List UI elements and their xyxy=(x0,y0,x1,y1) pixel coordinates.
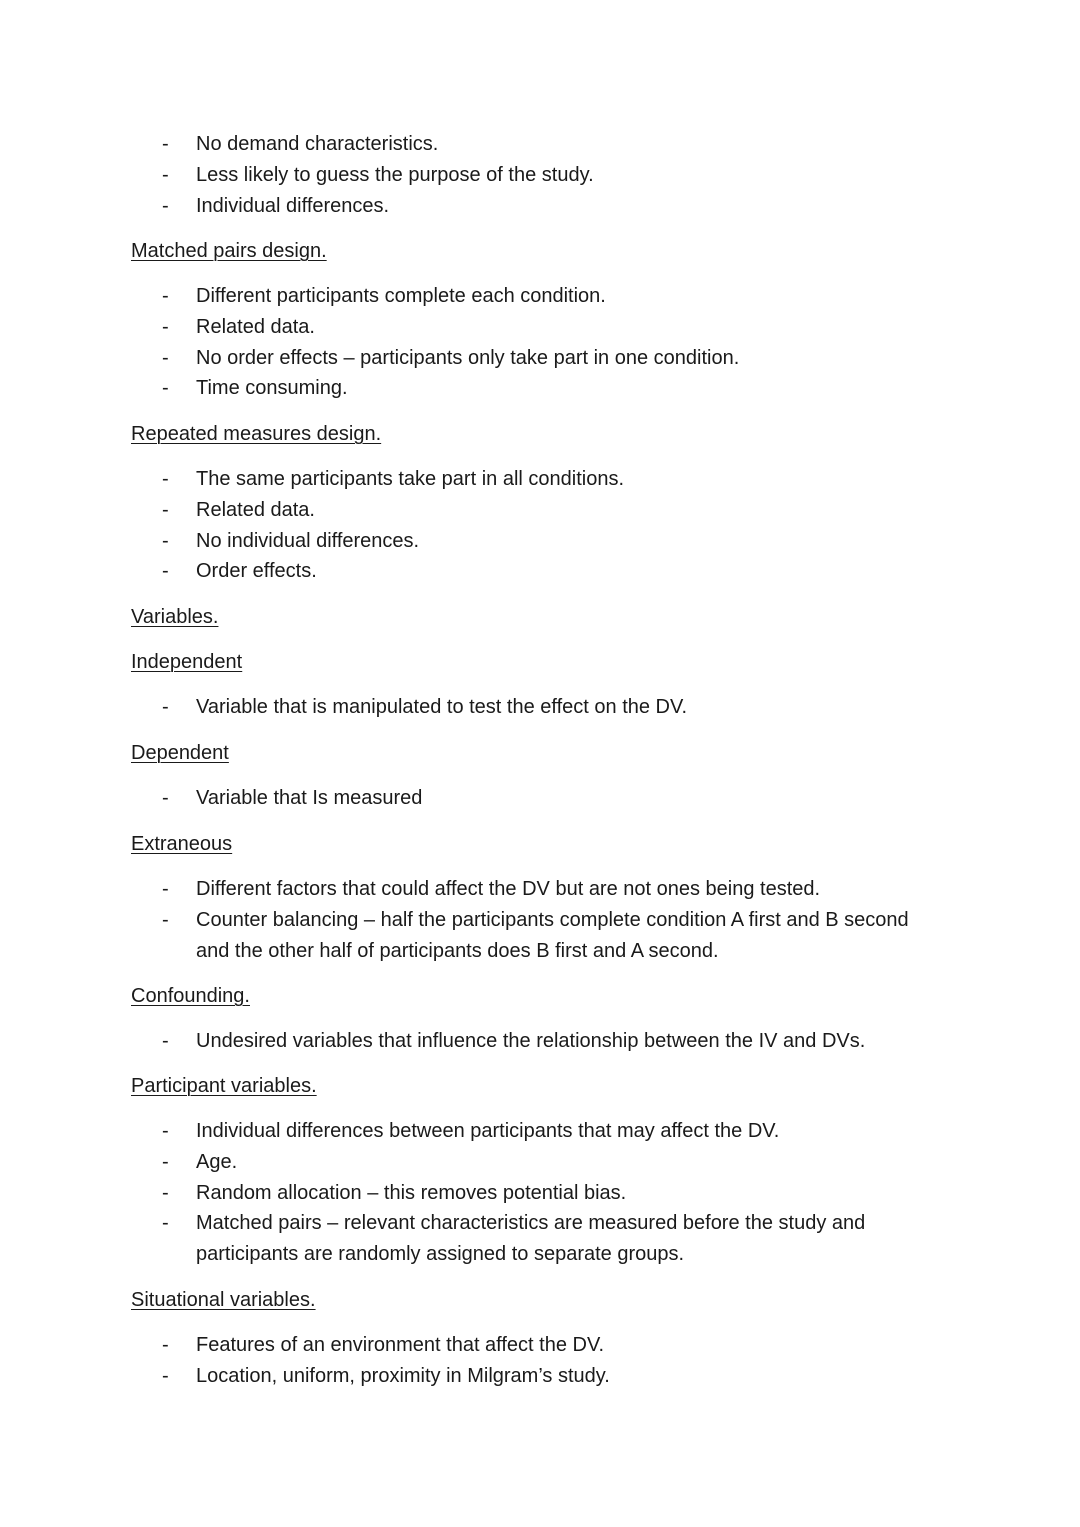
bullet-dash: - xyxy=(162,194,169,217)
list-item-text: Individual differences. xyxy=(196,194,390,217)
list-item xyxy=(0,1026,916,1057)
bullet-dash: - xyxy=(162,1212,169,1235)
list-item xyxy=(0,343,916,374)
bullet-dash: - xyxy=(162,696,169,718)
repeated-measures-heading: Repeated measures design. xyxy=(131,423,382,445)
list-item xyxy=(0,1116,916,1147)
bullet-dash: - xyxy=(162,1030,169,1052)
list-item-text: Less likely to guess the purpose of the study. xyxy=(196,163,594,186)
list-item-text: Time consuming. xyxy=(196,377,348,400)
list-item xyxy=(0,556,916,587)
confounding-heading: Confounding. xyxy=(131,985,250,1007)
list-item-text: Age. xyxy=(196,1150,238,1173)
list-item-text: Variable that Is measured xyxy=(196,787,423,809)
list-item-text: No individual differences. xyxy=(196,529,420,552)
participant-variables-list xyxy=(0,1116,1080,1270)
bullet-dash: - xyxy=(162,315,169,338)
list-item xyxy=(0,783,916,814)
intro-list xyxy=(0,129,1080,221)
list-item xyxy=(0,191,916,222)
list-item-text: Order effects. xyxy=(196,560,317,583)
list-item-text: Features of an environment that affect the DV. xyxy=(196,1334,605,1356)
situational-variables-heading: Situational variables. xyxy=(131,1289,316,1311)
extraneous-list xyxy=(0,874,1080,966)
bullet-dash: - xyxy=(162,163,169,186)
list-item xyxy=(0,526,916,557)
list-item-text: Location, uniform, proximity in Milgram’s study. xyxy=(196,1364,610,1387)
list-item-text: No demand characteristics. xyxy=(196,133,439,155)
list-item-text: Counter balancing – half the participants complete condition A first and B second and the other half of participants does B first and A second. xyxy=(196,908,909,962)
independent-heading: Independent xyxy=(131,651,243,673)
participant-variables-heading: Participant variables. xyxy=(131,1075,317,1097)
list-item-text: Different participants complete each condition. xyxy=(196,285,606,307)
situational-variables-list xyxy=(0,1330,1080,1392)
list-item-text: The same participants take part in all conditions. xyxy=(196,468,624,490)
list-item-text: Individual differences between participants that may affect the DV. xyxy=(196,1120,780,1142)
bullet-dash: - xyxy=(162,908,169,931)
list-item xyxy=(0,464,916,495)
list-item-text: Variable that is manipulated to test the effect on the DV. xyxy=(196,696,688,718)
list-item-text: Random allocation – this removes potential bias. xyxy=(196,1181,627,1204)
list-item xyxy=(0,1208,916,1270)
list-item-text: Related data. xyxy=(196,315,315,338)
independent-list xyxy=(0,692,1080,723)
list-item xyxy=(0,495,916,526)
list-item-text: Different factors that could affect the DV but are not ones being tested. xyxy=(196,878,821,900)
variables-heading: Variables. xyxy=(131,606,219,628)
list-item xyxy=(0,692,916,723)
bullet-dash: - xyxy=(162,346,169,369)
list-item xyxy=(0,1147,916,1178)
bullet-dash: - xyxy=(162,1120,169,1142)
confounding-list xyxy=(0,1026,1080,1057)
bullet-dash: - xyxy=(162,133,169,155)
list-item-text: Matched pairs – relevant characteristics are measured before the study and participants are randomly assigned to separate groups. xyxy=(196,1212,866,1266)
list-item xyxy=(0,1361,916,1392)
bullet-dash: - xyxy=(162,498,169,521)
list-item xyxy=(0,281,916,312)
bullet-dash: - xyxy=(162,1334,169,1356)
bullet-dash: - xyxy=(162,787,169,809)
matched-pairs-heading: Matched pairs design. xyxy=(131,240,327,262)
bullet-dash: - xyxy=(162,1364,169,1387)
list-item xyxy=(0,129,916,160)
list-item xyxy=(0,1330,916,1361)
bullet-dash: - xyxy=(162,285,169,307)
list-item xyxy=(0,1178,916,1209)
bullet-dash: - xyxy=(162,1181,169,1204)
dependent-list xyxy=(0,783,1080,814)
list-item-text: No order effects – participants only take part in one condition. xyxy=(196,346,740,369)
list-item xyxy=(0,905,916,967)
list-item xyxy=(0,312,916,343)
list-item-text: Undesired variables that influence the relationship between the IV and DVs. xyxy=(196,1030,866,1052)
list-item xyxy=(0,160,916,191)
bullet-dash: - xyxy=(162,560,169,583)
list-item xyxy=(0,373,916,404)
bullet-dash: - xyxy=(162,377,169,400)
list-item-text: Related data. xyxy=(196,498,315,521)
bullet-dash: - xyxy=(162,1150,169,1173)
extraneous-heading: Extraneous xyxy=(131,833,233,855)
bullet-dash: - xyxy=(162,878,169,900)
bullet-dash: - xyxy=(162,529,169,552)
dependent-heading: Dependent xyxy=(131,742,229,764)
matched-pairs-list xyxy=(0,281,1080,404)
list-item xyxy=(0,874,916,905)
repeated-measures-list xyxy=(0,464,1080,587)
bullet-dash: - xyxy=(162,468,169,490)
